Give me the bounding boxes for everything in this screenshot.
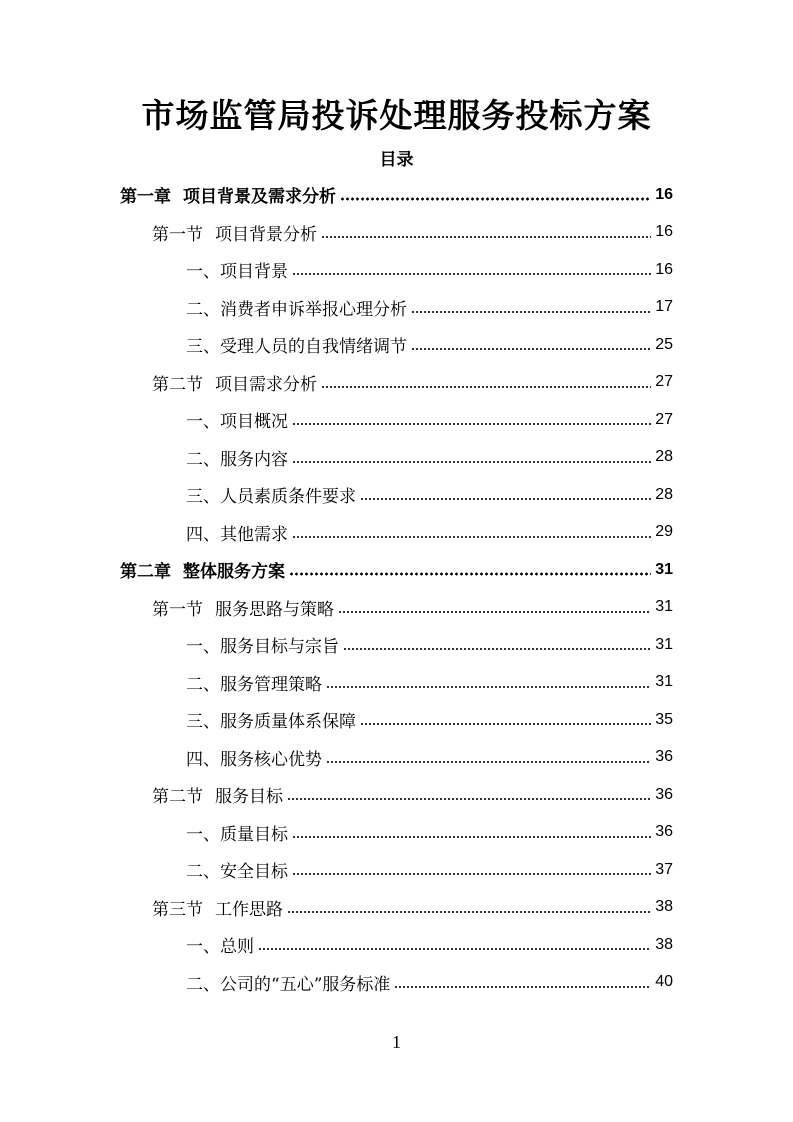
- toc-entry-prefix: 三、: [186, 337, 220, 358]
- page-number: 1: [392, 1032, 401, 1052]
- toc-entry-prefix: 一、: [186, 824, 220, 845]
- toc-entry-page: 38: [655, 935, 673, 953]
- toc-entry-label: [186, 932, 254, 957]
- toc-entry-page: 29: [655, 523, 673, 541]
- toc-entry-label: [152, 895, 283, 920]
- toc-entry-label: [186, 407, 288, 432]
- toc-entry[interactable]: [186, 739, 673, 777]
- toc-entry-text: 工作思路: [215, 899, 283, 920]
- toc-entry-text: 项目背景分析: [215, 224, 317, 245]
- toc-entry[interactable]: [186, 851, 673, 889]
- dot-leader: [321, 385, 651, 389]
- toc-entry-text: 服务内容: [220, 449, 288, 470]
- toc-entry-prefix: 二、: [186, 449, 220, 470]
- toc-entry-label: [152, 782, 283, 807]
- toc-entry-label: [152, 220, 317, 245]
- dot-leader: [326, 685, 651, 689]
- toc-entry-page: 31: [655, 635, 673, 653]
- toc-entry-prefix: 第一章: [120, 187, 171, 208]
- toc-entry-label: [186, 482, 356, 507]
- toc-entry-prefix: 一、: [186, 262, 220, 283]
- toc-entry[interactable]: [186, 476, 673, 514]
- toc-entry-prefix: 四、: [186, 749, 220, 770]
- toc-entry-text: 安全目标: [220, 862, 288, 883]
- toc-entry-prefix: 第二节: [152, 787, 203, 808]
- dot-leader: [338, 610, 651, 614]
- toc-entry-text: 受理人员的自我情绪调节: [220, 337, 407, 358]
- toc-entry-label: [186, 520, 288, 545]
- toc-entry-text: 服务目标: [215, 787, 283, 808]
- toc-entry-prefix: 第二章: [120, 562, 171, 583]
- toc-entry[interactable]: [186, 439, 673, 477]
- toc-entry[interactable]: [186, 701, 673, 739]
- toc-entry-text: 整体服务方案: [183, 562, 285, 583]
- toc-entry-prefix: 三、: [186, 487, 220, 508]
- toc-entry-page: 35: [655, 710, 673, 728]
- dot-leader: [321, 235, 651, 239]
- toc-entry-page: 36: [655, 823, 673, 841]
- toc-entry[interactable]: [120, 551, 673, 589]
- toc-entry-text: 项目背景: [220, 262, 288, 283]
- dot-leader: [287, 910, 651, 914]
- toc-entry-label: [186, 820, 288, 845]
- dot-leader: [411, 347, 651, 351]
- toc-entry-label: [186, 632, 339, 657]
- toc-entry[interactable]: [186, 814, 673, 852]
- dot-leader: [289, 572, 651, 576]
- toc-entry[interactable]: [152, 776, 673, 814]
- toc-entry-text: 服务管理策略: [220, 674, 322, 695]
- toc-entry-page: 16: [655, 185, 673, 203]
- toc-entry-page: 38: [655, 898, 673, 916]
- toc-entry-prefix: 第二节: [152, 374, 203, 395]
- toc-entry-page: 31: [655, 560, 673, 578]
- toc-entry-prefix: 三、: [186, 712, 220, 733]
- toc-entry[interactable]: [152, 589, 673, 627]
- toc-entry-label: [186, 857, 288, 882]
- dot-leader: [292, 872, 651, 876]
- toc-entry-text: 消费者申诉举报心理分析: [220, 299, 407, 320]
- toc-entry[interactable]: [120, 176, 673, 214]
- toc-entry[interactable]: [186, 289, 673, 327]
- dot-leader: [360, 497, 651, 501]
- toc-entry-prefix: 四、: [186, 524, 220, 545]
- toc-entry-text: 项目背景及需求分析: [183, 187, 336, 208]
- toc-entry-page: 36: [655, 785, 673, 803]
- toc-entry-prefix: 一、: [186, 637, 220, 658]
- toc-entry-page: 27: [655, 373, 673, 391]
- toc-entry[interactable]: [186, 664, 673, 702]
- toc-entry-page: 28: [655, 448, 673, 466]
- toc-heading: 目录: [379, 150, 414, 170]
- toc-entry[interactable]: [152, 889, 673, 927]
- toc-entry-prefix: 一、: [186, 937, 220, 958]
- toc-entry-text: 项目需求分析: [215, 374, 317, 395]
- dot-leader: [287, 797, 651, 801]
- toc-entry-prefix: 第三节: [152, 899, 203, 920]
- toc-entry-label: [186, 745, 322, 770]
- toc-entry-page: 31: [655, 673, 673, 691]
- toc-entry-prefix: 二、: [186, 299, 220, 320]
- toc-entry-page: 31: [655, 598, 673, 616]
- toc-entry-page: 25: [655, 335, 673, 353]
- toc-entry-label: [120, 182, 336, 207]
- toc-entry-text: 总则: [220, 937, 254, 958]
- document-title: 市场监管局投诉处理服务投标方案: [141, 96, 652, 135]
- toc-entry-label: [186, 257, 288, 282]
- toc-entry-prefix: 二、: [186, 862, 220, 883]
- toc-entry-page: 36: [655, 748, 673, 766]
- toc-entry-text: 质量目标: [220, 824, 288, 845]
- toc-entry-prefix: 第一节: [152, 599, 203, 620]
- toc-entry[interactable]: [186, 326, 673, 364]
- toc-entry[interactable]: [186, 401, 673, 439]
- dot-leader: [340, 197, 651, 201]
- toc-entry-label: [186, 970, 390, 995]
- toc-entry-prefix: 二、: [186, 674, 220, 695]
- toc-entry-label: [186, 670, 322, 695]
- dot-leader: [360, 722, 651, 726]
- toc-entry[interactable]: [186, 251, 673, 289]
- toc-entry-label: [186, 295, 407, 320]
- toc-entry[interactable]: [186, 626, 673, 664]
- toc-entry-text: 人员素质条件要求: [220, 487, 356, 508]
- dot-leader: [343, 647, 651, 651]
- toc-entry-text: 服务思路与策略: [215, 599, 334, 620]
- toc-entry-text: 其他需求: [220, 524, 288, 545]
- toc-entry-page: 40: [655, 973, 673, 991]
- toc-entry-page: 16: [655, 223, 673, 241]
- toc-entry-page: 27: [655, 410, 673, 428]
- toc-entry-page: 28: [655, 485, 673, 503]
- dot-leader: [326, 760, 651, 764]
- dot-leader: [411, 310, 651, 314]
- toc-entry[interactable]: [152, 214, 673, 252]
- toc-entry-prefix: 第一节: [152, 224, 203, 245]
- dot-leader: [292, 422, 651, 426]
- toc-entry-page: 37: [655, 860, 673, 878]
- toc-entry-text: 服务核心优势: [220, 749, 322, 770]
- toc-entry-label: [186, 332, 407, 357]
- toc-entry-text: 项目概况: [220, 412, 288, 433]
- toc-entry[interactable]: [186, 514, 673, 552]
- dot-leader: [394, 985, 651, 989]
- toc-entry-label: [186, 445, 288, 470]
- toc-entry[interactable]: [186, 964, 673, 1002]
- toc-entry-label: [152, 595, 334, 620]
- toc-entry-prefix: 二、: [186, 974, 220, 995]
- dot-leader: [292, 460, 651, 464]
- toc-entry-text: 公司的“五心”服务标准: [220, 974, 391, 995]
- dot-leader: [292, 535, 651, 539]
- dot-leader: [292, 835, 651, 839]
- toc-entry-label: [152, 370, 317, 395]
- toc-entry[interactable]: [152, 364, 673, 402]
- dot-leader: [258, 947, 651, 951]
- toc-entry-label: [186, 707, 356, 732]
- toc-entry-page: 17: [655, 298, 673, 316]
- toc-entry-text: 服务质量体系保障: [220, 712, 356, 733]
- toc-entry-text: 服务目标与宗旨: [220, 637, 339, 658]
- toc-entry-label: [120, 557, 285, 582]
- toc-entry[interactable]: [186, 926, 673, 964]
- toc-entry-page: 16: [655, 260, 673, 278]
- dot-leader: [292, 272, 651, 276]
- toc-entry-prefix: 一、: [186, 412, 220, 433]
